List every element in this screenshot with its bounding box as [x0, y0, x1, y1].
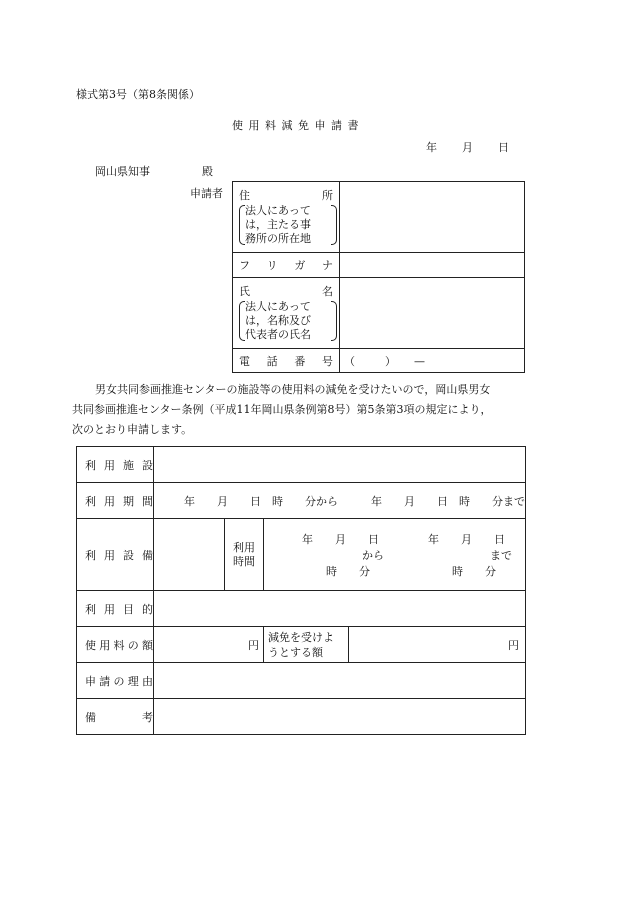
name-note: 法人にあって は，名称及び 代表者の氏名	[239, 300, 337, 342]
address-label-a: 住	[239, 188, 250, 202]
time-label: 利用 時間	[225, 519, 264, 591]
purpose-label: 利 用 目 的	[77, 591, 154, 627]
date-month: 月	[462, 141, 473, 154]
name-label-a: 氏	[239, 284, 250, 298]
usage-table	[76, 446, 526, 735]
time-field[interactable]: 年 月 日 年 月 日 から まで 時 分 時 分	[264, 519, 526, 591]
reduce-label: 減免を受けよ うとする額	[264, 627, 349, 663]
application-statement: 男女共同参画推進センターの施設等の使用料の減免を受けたいので，岡山県男女 共同参画推進センター条例（平成11年岡山県条例第8号）第5条第3項の規定により， 次のとおり申請します。	[72, 383, 492, 436]
address-note: 法人にあって は，主たる事 務所の所在地	[239, 204, 337, 246]
applicant-table	[232, 181, 525, 373]
period-field[interactable]: 年 月 日 時 分から 年 月 日 時 分まで	[154, 483, 526, 519]
phone-row	[233, 349, 525, 373]
name-label	[233, 278, 340, 349]
remarks-field[interactable]	[154, 699, 526, 735]
applicant-label: 申請者	[190, 187, 223, 200]
purpose-field[interactable]	[154, 591, 526, 627]
furigana-label: フ リ ガ ナ	[233, 253, 340, 278]
fee-row	[77, 627, 526, 663]
reduce-unit: 円	[508, 638, 519, 652]
address-label	[233, 182, 340, 253]
address-label-b: 所	[322, 188, 333, 202]
fee-label: 使 用 料 の 額	[77, 627, 154, 663]
address-row	[233, 182, 525, 253]
facility-label: 利 用 施 設	[77, 447, 154, 483]
name-label-b: 名	[322, 284, 333, 298]
addressee-honorific: 殿	[202, 165, 213, 178]
name-field[interactable]	[340, 278, 525, 349]
fee-field[interactable]	[154, 627, 264, 663]
form-number: 様式第3号（第8条関係）	[76, 88, 200, 101]
purpose-row	[77, 591, 526, 627]
remarks-label: 備 考	[77, 699, 154, 735]
reduce-field[interactable]	[349, 627, 526, 663]
name-row	[233, 278, 525, 349]
remarks-row	[77, 699, 526, 735]
phone-label: 電 話 番 号	[233, 349, 340, 373]
facility-row	[77, 447, 526, 483]
address-field[interactable]	[340, 182, 525, 253]
reason-row	[77, 663, 526, 699]
period-row	[77, 483, 526, 519]
facility-field[interactable]	[154, 447, 526, 483]
date-day: 日	[498, 141, 509, 154]
addressee-name: 岡山県知事	[95, 165, 150, 178]
fee-unit: 円	[248, 638, 259, 652]
equipment-field[interactable]	[154, 519, 225, 591]
phone-field[interactable]: （ ） —	[340, 349, 525, 373]
reason-label: 申 請 の 理 由	[77, 663, 154, 699]
reason-field[interactable]	[154, 663, 526, 699]
form-title: 使 用 料 減 免 申 請 書	[232, 119, 360, 132]
furigana-row	[233, 253, 525, 278]
date-year: 年	[426, 141, 437, 154]
equipment-row	[77, 519, 526, 591]
furigana-field[interactable]	[340, 253, 525, 278]
period-label: 利 用 期 間	[77, 483, 154, 519]
equipment-label: 利 用 設 備	[77, 519, 154, 591]
